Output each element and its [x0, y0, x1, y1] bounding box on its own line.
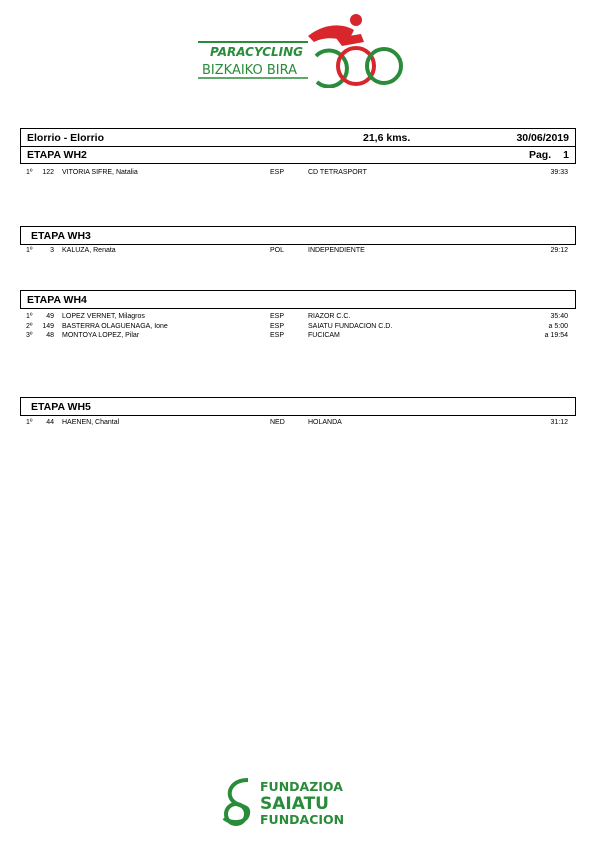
page-indicator	[529, 149, 569, 161]
result-row	[20, 418, 576, 428]
result-row	[20, 246, 576, 256]
result-time: 31:12	[550, 419, 568, 426]
result-position: 1º	[26, 313, 33, 320]
result-team: HOLANDA	[308, 419, 342, 426]
stage-header	[20, 397, 576, 416]
logo-saiatu-text: SAIATU	[260, 794, 329, 814]
result-time: 35:40	[550, 313, 568, 320]
logo-bizkaiko-text: BIZKAIKO BIRA	[202, 63, 298, 78]
result-dorsal: 44	[46, 419, 54, 426]
result-name: MONTOYA LOPEZ, Pilar	[62, 332, 140, 339]
race-date: 30/06/2019	[516, 131, 569, 144]
cyclist-icon	[308, 14, 364, 46]
result-row	[20, 322, 576, 332]
stage-results	[20, 246, 576, 256]
result-row	[20, 312, 576, 322]
result-name: VITORIA SIFRE, Natalia	[62, 169, 138, 176]
logo-fundazioa-text: FUNDAZIOA	[260, 779, 343, 794]
result-time: 29:12	[550, 247, 568, 254]
logo-paracycling-text: PARACYCLING	[210, 45, 304, 59]
race-distance: 21,6 kms.	[363, 131, 411, 144]
result-name: LOPEZ VERNET, Milagros	[62, 313, 145, 320]
result-nationality: ESP	[270, 313, 285, 320]
race-info-row	[21, 129, 575, 146]
stage-header	[20, 290, 576, 309]
wheels-icon	[316, 48, 401, 87]
stage-results	[20, 312, 576, 341]
stage-title: ETAPA WH2	[27, 149, 87, 161]
stage-title: ETAPA WH3	[31, 229, 91, 242]
stage-results	[20, 418, 576, 428]
page-number: 1	[563, 149, 569, 161]
saiatu-emblem-icon	[224, 780, 248, 824]
result-team: INDEPENDIENTE	[308, 247, 365, 254]
stage-title: ETAPA WH4	[27, 293, 87, 306]
result-row	[20, 331, 576, 341]
saiatu-logo	[218, 774, 378, 828]
stage-header-row	[21, 146, 575, 163]
result-name: HAENEN, Chantal	[62, 419, 120, 426]
result-time: a 5:00	[548, 322, 568, 330]
race-name: Elorrio - Elorrio	[27, 131, 105, 144]
result-nationality: NED	[270, 419, 285, 426]
result-position: 3º	[26, 332, 33, 339]
result-time: 39:33	[550, 169, 568, 176]
stage-header	[20, 226, 576, 245]
result-time: a 19:54	[544, 332, 568, 339]
result-nationality: POL	[270, 247, 285, 254]
page-label: Pag.	[528, 149, 552, 161]
logo-fundacion-text: FUNDACION	[260, 812, 345, 827]
result-dorsal: 149	[42, 322, 54, 330]
result-nationality: ESP	[270, 322, 285, 330]
result-team: CD TETRASPORT	[308, 169, 367, 176]
result-dorsal: 3	[50, 247, 54, 254]
result-team: SAIATU FUNDACION C.D.	[308, 322, 393, 330]
stage-title: ETAPA WH5	[31, 400, 91, 413]
stage-header-row	[21, 291, 575, 308]
stage-header-row	[21, 227, 575, 244]
result-name: BASTERRA OLAGUENAGA, Ione	[62, 322, 168, 330]
result-nationality: ESP	[270, 332, 285, 339]
paracycling-logo	[196, 12, 406, 88]
result-position: 1º	[26, 247, 33, 254]
result-nationality: ESP	[270, 169, 285, 176]
stage-header-row	[21, 398, 575, 415]
result-dorsal: 48	[46, 332, 54, 339]
result-position: 1º	[26, 169, 33, 176]
result-name: KALUZA, Renata	[62, 247, 116, 254]
result-position: 2º	[26, 322, 33, 330]
stage-results	[20, 168, 576, 178]
result-team: FUCICAM	[308, 332, 340, 339]
result-row	[20, 168, 576, 178]
result-position: 1º	[26, 419, 33, 426]
result-team: RIAZOR C.C.	[308, 313, 351, 320]
result-dorsal: 122	[42, 169, 54, 176]
result-dorsal: 49	[46, 313, 54, 320]
race-header	[20, 128, 576, 164]
